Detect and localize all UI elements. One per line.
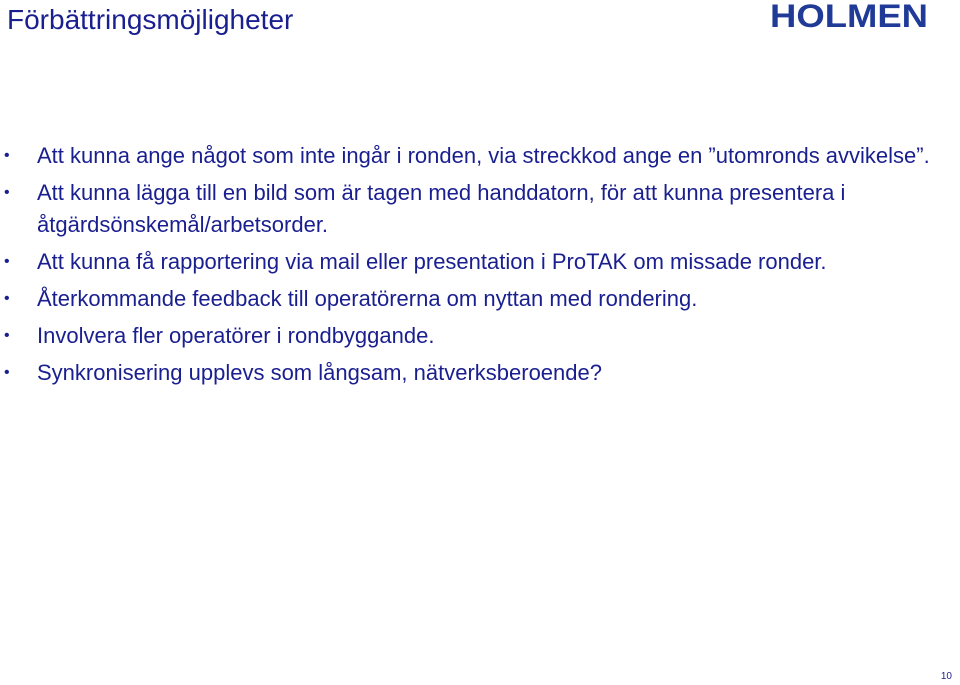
bullet-icon: •	[4, 147, 10, 164]
bullet-list	[0, 140, 940, 394]
holmen-logo	[770, 0, 930, 32]
bullet-text: Involvera fler operatörer i rondbyggande.	[37, 323, 435, 348]
bullet-text: Att kunna lägga till en bild som är tagen med handdatorn, för att kunna presentera i åtgärdsönskemål/arbetsorder.	[37, 180, 846, 237]
bullet-text: Att kunna få rapportering via mail eller presentation i ProTAK om missade ronder.	[37, 249, 827, 274]
bullet-item	[0, 246, 940, 278]
page-number: 10	[940, 671, 952, 682]
bullet-item	[0, 320, 940, 352]
bullet-text: Synkronisering upplevs som långsam, nätverksberoende?	[37, 360, 602, 385]
bullet-item	[0, 357, 940, 389]
bullet-icon: •	[4, 290, 10, 307]
bullet-item	[0, 283, 940, 315]
bullet-item	[0, 140, 940, 172]
bullet-icon: •	[4, 327, 10, 344]
logo-text: HOLMEN	[770, 0, 928, 32]
bullet-item	[0, 177, 940, 241]
slide-title: Förbättringsmöjligheter	[7, 4, 294, 35]
bullet-text: Att kunna ange något som inte ingår i ronden, via streckkod ange en ”utomronds avvikelse”.	[37, 143, 930, 168]
bullet-icon: •	[4, 364, 10, 381]
bullet-icon: •	[4, 184, 10, 201]
bullet-icon: •	[4, 253, 10, 270]
bullet-text: Återkommande feedback till operatörerna om nyttan med rondering.	[37, 286, 698, 311]
